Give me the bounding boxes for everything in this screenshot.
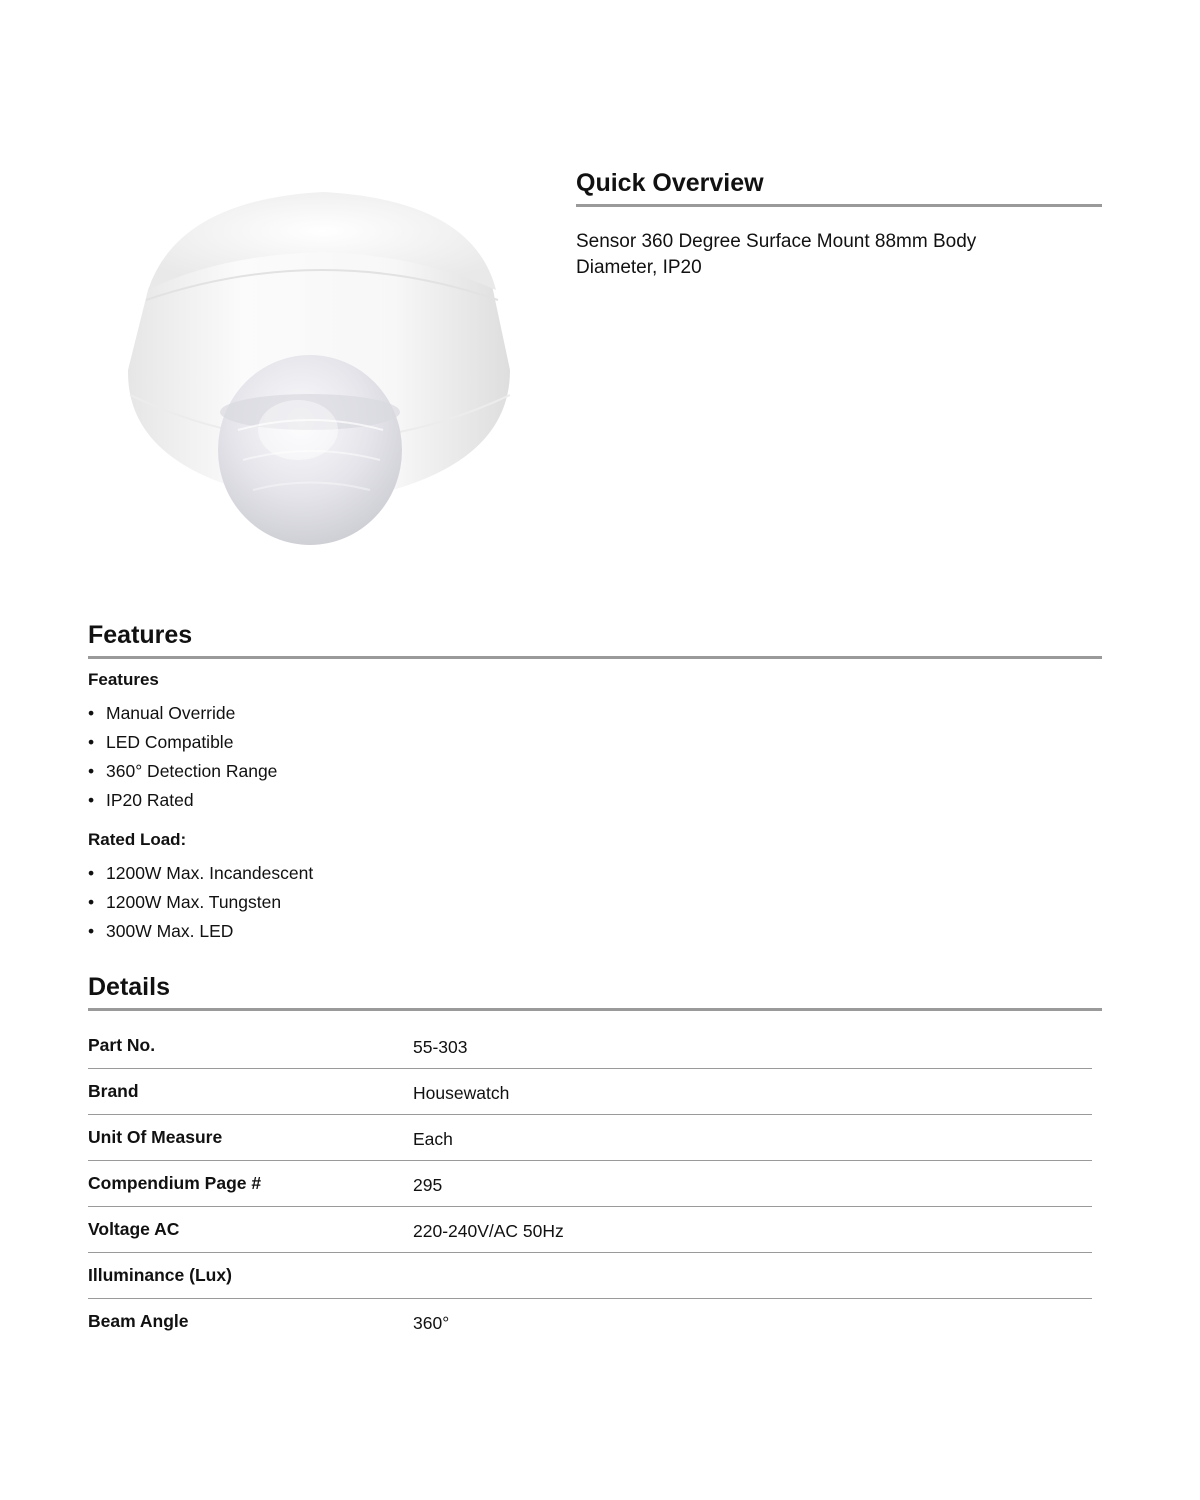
details-title: Details [88, 972, 1102, 1011]
row-label: Voltage AC [88, 1207, 413, 1253]
details-section [88, 972, 1102, 1344]
list-item: • 1200W Max. Tungsten [88, 892, 282, 912]
rated-load-list [88, 859, 1102, 946]
row-label: Compendium Page # [88, 1161, 413, 1207]
quick-overview-section [576, 168, 1102, 281]
product-image [118, 180, 528, 560]
row-value: Housewatch [413, 1069, 1092, 1115]
features-list [88, 699, 1102, 815]
list-item: • LED Compatible [88, 732, 234, 752]
list-item: • 300W Max. LED [88, 921, 234, 941]
row-value: 360° [413, 1313, 450, 1333]
features-section [88, 620, 1102, 946]
features-title: Features [88, 620, 1102, 659]
row-label: Beam Angle [88, 1311, 189, 1331]
row-value: 55-303 [413, 1023, 1092, 1069]
row-value: 295 [413, 1161, 1092, 1207]
list-item: • 1200W Max. Incandescent [88, 863, 314, 883]
row-label: Illuminance (Lux) [88, 1253, 413, 1299]
product-description: Sensor 360 Degree Surface Mount 88mm Body Diameter, IP20 [576, 231, 977, 278]
table-row [88, 1299, 1092, 1345]
quick-overview-title: Quick Overview [576, 168, 1102, 207]
table-row [88, 1253, 1092, 1299]
row-label: Part No. [88, 1023, 413, 1069]
table-row [88, 1161, 1092, 1207]
list-item: • 360° Detection Range [88, 761, 278, 781]
row-label: Unit Of Measure [88, 1115, 413, 1161]
list-item: • IP20 Rated [88, 790, 194, 810]
table-row [88, 1207, 1092, 1253]
row-label: Brand [88, 1069, 413, 1115]
features-subheading: Features [88, 670, 159, 689]
details-table [88, 1023, 1092, 1344]
row-value: Each [413, 1115, 1092, 1161]
row-value [413, 1253, 1092, 1299]
row-value: 220-240V/AC 50Hz [413, 1207, 1092, 1253]
rated-load-subheading: Rated Load: [88, 830, 187, 849]
table-row [88, 1115, 1092, 1161]
table-row [88, 1069, 1092, 1115]
list-item: • Manual Override [88, 703, 236, 723]
table-row [88, 1023, 1092, 1069]
